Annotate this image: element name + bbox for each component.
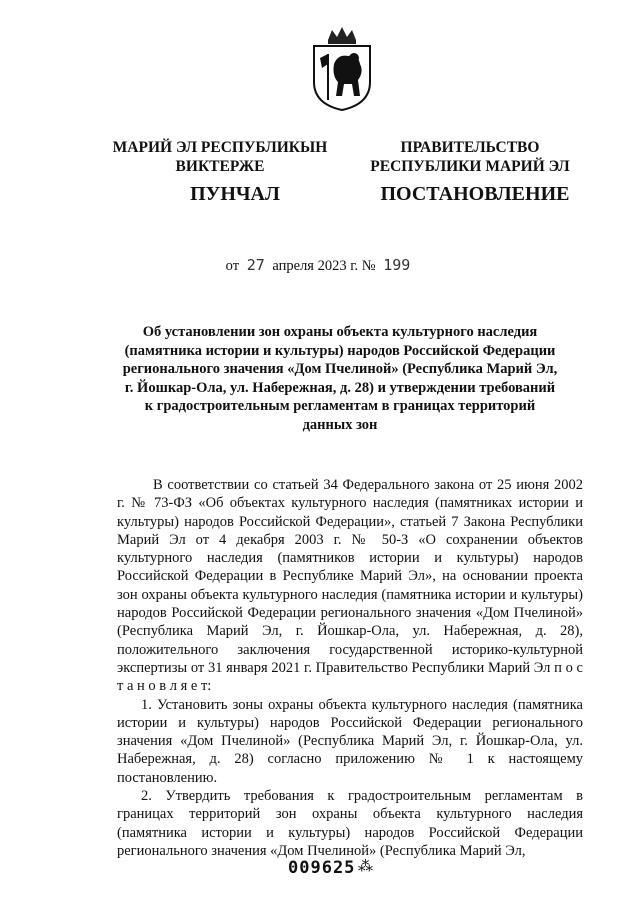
date-day: 27 [246,256,265,274]
title-line: к градостроительным регламентам в границах территорий [144,398,536,415]
title-line: регионального значения «Дом Пчелиной» (Республика Марий Эл, [122,361,558,378]
date-month-year: апреля 2023 г. № [272,258,376,274]
header-left-authority [100,138,340,176]
document-title [110,323,570,435]
document-date [0,256,640,275]
date-prefix: от [225,258,240,274]
header-right-line2: РЕСПУБЛИКИ МАРИЙ ЭЛ [370,158,570,175]
doc-type-russian: ПОСТАНОВЛЕНИЕ [380,183,570,205]
header-right-line1: ПРАВИТЕЛЬСТВО [400,139,540,156]
document-number: 199 [383,256,411,274]
body-paragraph-preamble: В соответствии со статьей 34 Федерального закона от 25 июня 2002 г. № 73-ФЗ «Об объектах культурного наследия (памятниках истории и культуры) народов Российской Федерации», статьей 7 Закона Республики Марий Эл от 4 декабря 2003 г. № 50-З «О сохранении объектов культурного наследия (памятников истории и культуры) народов Российской Федерации в Республике Марий Эл», на основании проекта зон охраны объекта культурного наследия (памятника истории и культуры) народов Российской Федерации регионального значения «Дом Пчелиной» (Республика Марий Эл, г. Йошкар-Ола, ул. Набережная, д. 28), положительного заключения государственной историко-культурной экспертизы от 31 января 2021 г. Правительство Республики Марий Эл п о с т а н о в л я е т: [117,477,583,695]
header-left-line1: МАРИЙ ЭЛ РЕСПУБЛИКЫН [112,139,328,156]
serial-number: 009625 [288,858,356,878]
title-line: г. Йошкар-Ола, ул. Набережная, д. 28) и утверждении требований [124,379,556,396]
title-line: данных зон [302,416,378,433]
title-line: Об установлении зон охраны объекта культурного наследия [142,324,538,340]
header-right-authority [350,138,590,176]
header-left-line2: ВИКТЕРЖЕ [175,158,265,175]
doc-type-mari: ПУНЧАЛ [190,183,280,205]
serial-mark-icon: ⁂ [358,859,373,875]
body-paragraph-item-2: 2. Утвердить требования к градостроительным регламентам в границах территорий зон охраны объекта культурного наследия (памятника истории и культуры) народов Российской Федерации регионального значения «Дом Пчелиной» (Республика Марий Эл, [117,788,583,859]
title-line: (памятника истории и культуры) народов Российской Федерации [124,342,556,359]
document-body [117,476,583,860]
coat-of-arms-icon [308,24,376,112]
body-paragraph-item-1: 1. Установить зоны охраны объекта культурного наследия (памятника истории и культуры) народов Российской Федерации регионального значения «Дом Пчелиной» (Республика Марий Эл, г. Йошкар-Ола, ул. Набережная, д. 28) согласно приложению № 1 к настоящему постановлению. [117,696,583,786]
